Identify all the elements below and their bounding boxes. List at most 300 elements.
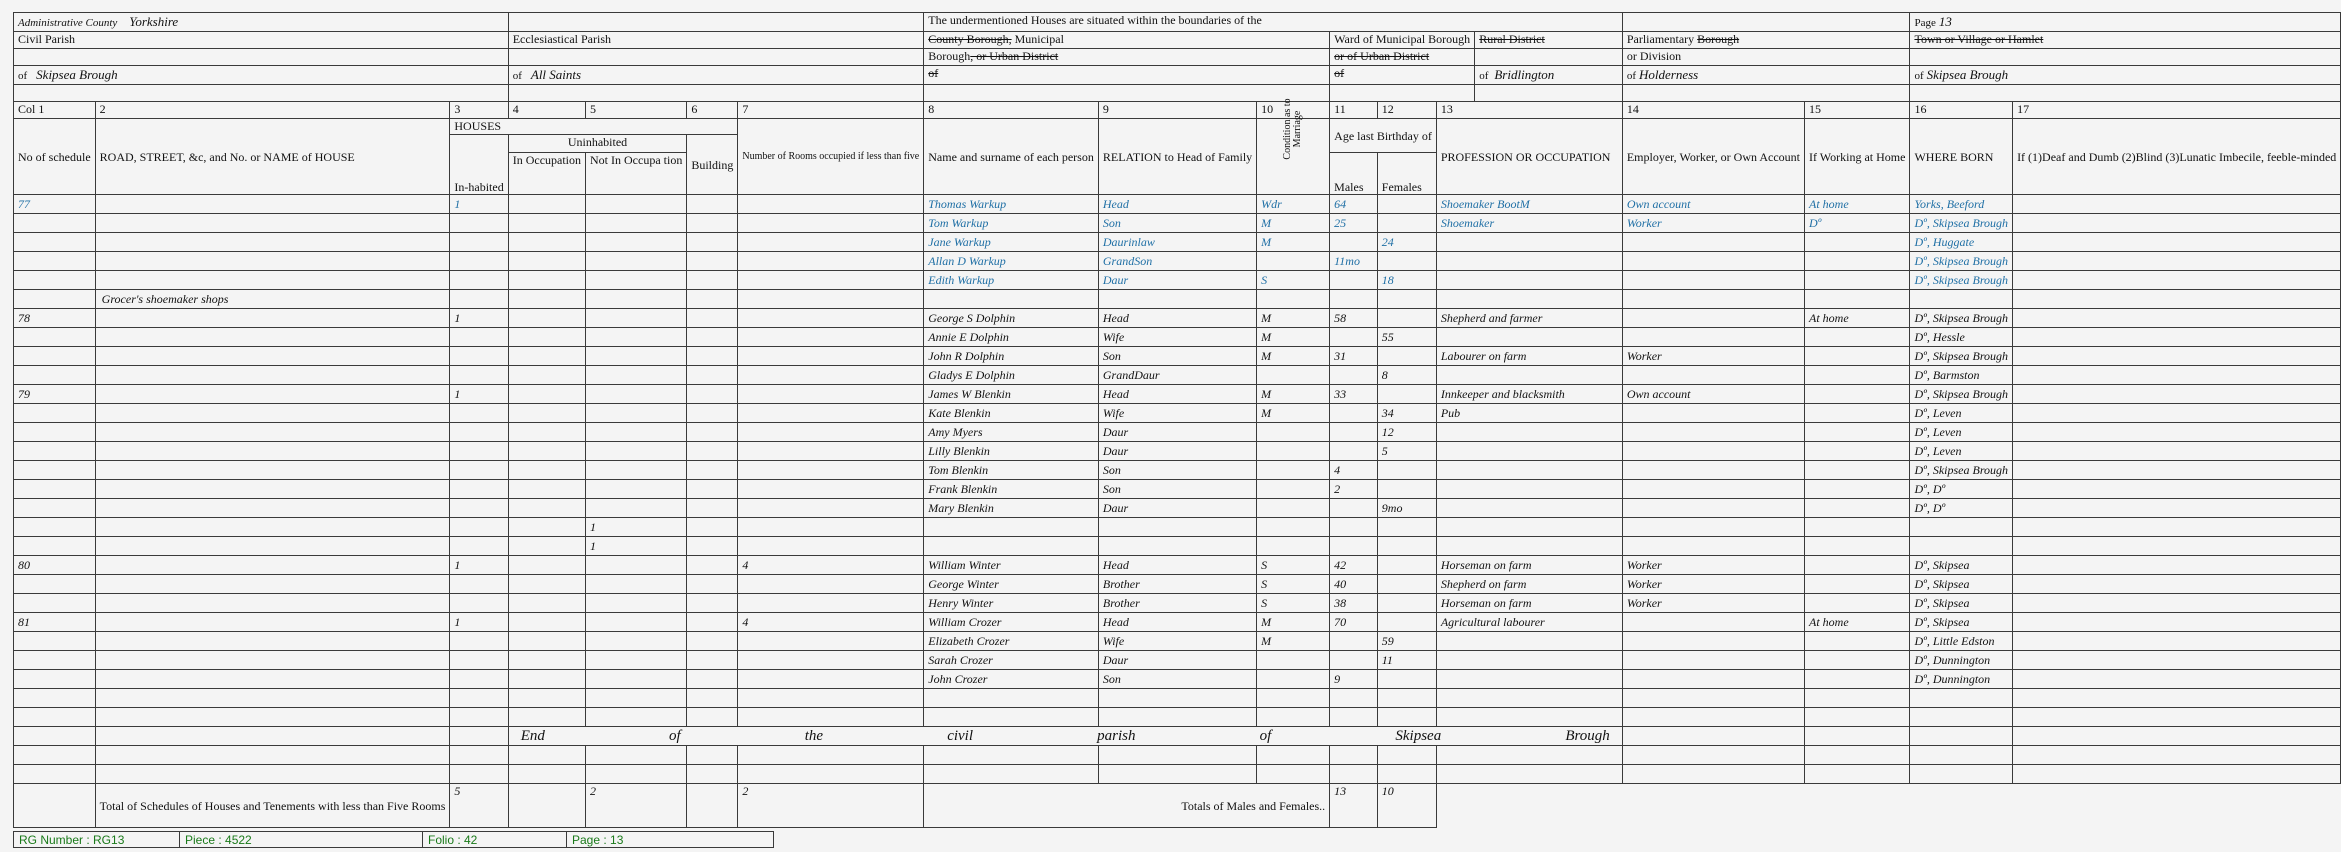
condition: S xyxy=(1257,594,1330,613)
civil-parish-label: Civil Parish xyxy=(14,32,509,49)
relation xyxy=(1098,290,1256,309)
infirmity xyxy=(2013,252,2341,271)
rural-value: Bridlington xyxy=(1494,67,1555,82)
schedule-number xyxy=(14,271,96,290)
schedule-number: 77 xyxy=(14,195,96,214)
inhabited: 1 xyxy=(450,613,508,632)
table-row xyxy=(14,214,2341,233)
occupation: Shoemaker BootM xyxy=(1436,195,1622,214)
employer-status xyxy=(1622,499,1804,518)
condition xyxy=(1257,518,1330,537)
age-female: 18 xyxy=(1377,271,1436,290)
inhabited xyxy=(450,708,508,727)
table-row xyxy=(14,328,2341,347)
employer-status xyxy=(1622,461,1804,480)
end-note-word: of xyxy=(1259,728,1272,744)
age-female: 24 xyxy=(1377,233,1436,252)
occupation xyxy=(1436,518,1622,537)
table-row xyxy=(14,670,2341,689)
condition xyxy=(1257,290,1330,309)
building xyxy=(687,556,738,575)
end-of-parish-row xyxy=(14,727,2341,746)
schedule-number xyxy=(14,689,96,708)
rooms xyxy=(738,518,924,537)
working-at-home xyxy=(1804,651,1909,670)
age-female: 34 xyxy=(1377,404,1436,423)
inhabited xyxy=(450,442,508,461)
header-spacer-row xyxy=(14,85,2341,102)
address xyxy=(95,651,450,670)
age-male xyxy=(1330,233,1378,252)
infirmity xyxy=(2013,461,2341,480)
occupation xyxy=(1436,366,1622,385)
relation: GrandDaur xyxy=(1098,366,1256,385)
employer-status: Worker xyxy=(1622,214,1804,233)
condition: M xyxy=(1257,309,1330,328)
in-occupation xyxy=(508,556,585,575)
parl-line2: or Division xyxy=(1622,49,1910,66)
census-sheet xyxy=(13,12,2341,828)
eccl-parish-label: Ecclesiastical Parish xyxy=(508,32,924,49)
table-row xyxy=(14,632,2341,651)
address xyxy=(95,575,450,594)
address: Grocer's shoemaker shops xyxy=(95,290,450,309)
eccl-parish-value: All Saints xyxy=(530,67,582,82)
infirmity xyxy=(2013,480,2341,499)
where-born: Dº, Skipsea Brough xyxy=(1910,271,2013,290)
where-born: Dº, Skipsea Brough xyxy=(1910,214,2013,233)
admin-county-value: Yorkshire xyxy=(129,14,179,29)
where-born: Dº, Leven xyxy=(1910,442,2013,461)
person-name: Gladys E Dolphin xyxy=(924,366,1099,385)
in-occupation xyxy=(508,309,585,328)
inhabited xyxy=(450,480,508,499)
relation: Wife xyxy=(1098,632,1256,651)
age-male xyxy=(1330,290,1378,309)
employer-status xyxy=(1622,670,1804,689)
in-occupation xyxy=(508,195,585,214)
schedule-number xyxy=(14,366,96,385)
end-note-word: of xyxy=(668,728,681,744)
rooms xyxy=(738,689,924,708)
age-male: 9 xyxy=(1330,670,1378,689)
occupation xyxy=(1436,328,1622,347)
age-male: 38 xyxy=(1330,594,1378,613)
inhabited: 1 xyxy=(450,309,508,328)
header-row-3 xyxy=(14,49,2341,66)
working-at-home: Dº xyxy=(1804,214,1909,233)
building xyxy=(687,404,738,423)
working-at-home xyxy=(1804,480,1909,499)
working-at-home xyxy=(1804,537,1909,556)
infirmity xyxy=(2013,518,2341,537)
condition: M xyxy=(1257,328,1330,347)
employer-status xyxy=(1622,651,1804,670)
working-at-home xyxy=(1804,252,1909,271)
working-at-home xyxy=(1804,290,1909,309)
infirmity xyxy=(2013,195,2341,214)
totals-females: 10 xyxy=(1377,784,1436,828)
address xyxy=(95,537,450,556)
age-female xyxy=(1377,252,1436,271)
infirmity xyxy=(2013,347,2341,366)
inhabited xyxy=(450,575,508,594)
building xyxy=(687,518,738,537)
page-reference: Page : 13 xyxy=(567,832,774,848)
relation: Brother xyxy=(1098,594,1256,613)
employer-status xyxy=(1622,271,1804,290)
building xyxy=(687,347,738,366)
rooms xyxy=(738,670,924,689)
building xyxy=(687,708,738,727)
schedule-number xyxy=(14,461,96,480)
schedule-number xyxy=(14,347,96,366)
inhabited xyxy=(450,290,508,309)
age-male: 11mo xyxy=(1330,252,1378,271)
rooms xyxy=(738,366,924,385)
address xyxy=(95,404,450,423)
head-age: Age last Birthday of xyxy=(1330,119,1437,153)
relation: Head xyxy=(1098,385,1256,404)
where-born: Dº, Barmston xyxy=(1910,366,2013,385)
working-at-home xyxy=(1804,461,1909,480)
infirmity xyxy=(2013,290,2341,309)
age-female xyxy=(1377,290,1436,309)
not-in-occupation xyxy=(586,385,687,404)
occupation xyxy=(1436,442,1622,461)
infirmity xyxy=(2013,537,2341,556)
address xyxy=(95,252,450,271)
building xyxy=(687,461,738,480)
not-in-occupation xyxy=(586,708,687,727)
table-row xyxy=(14,689,2341,708)
building xyxy=(687,594,738,613)
age-female: 59 xyxy=(1377,632,1436,651)
head-building: Building xyxy=(687,135,738,195)
age-male xyxy=(1330,271,1378,290)
condition xyxy=(1257,689,1330,708)
infirmity xyxy=(2013,613,2341,632)
person-name: George S Dolphin xyxy=(924,309,1099,328)
not-in-occupation xyxy=(586,632,687,651)
table-row xyxy=(14,366,2341,385)
in-occupation xyxy=(508,404,585,423)
not-in-occupation xyxy=(586,556,687,575)
colnum-6: 6 xyxy=(687,102,738,119)
parliamentary-label: Parliamentary Borough xyxy=(1622,32,1910,49)
not-in-occupation xyxy=(586,499,687,518)
in-occupation xyxy=(508,214,585,233)
address xyxy=(95,366,450,385)
address xyxy=(95,689,450,708)
table-row xyxy=(14,271,2341,290)
rooms xyxy=(738,214,924,233)
colnum-16: 16 xyxy=(1910,102,2013,119)
table-row xyxy=(14,461,2341,480)
head-not-in-occupation: Not In Occupa tion xyxy=(586,153,687,195)
schedule-number xyxy=(14,214,96,233)
not-in-occupation xyxy=(586,252,687,271)
occupation: Labourer on farm xyxy=(1436,347,1622,366)
where-born: Dº, Hessle xyxy=(1910,328,2013,347)
address xyxy=(95,480,450,499)
working-at-home xyxy=(1804,575,1909,594)
ward-of: of xyxy=(1330,66,1475,85)
where-born: Dº, Huggate xyxy=(1910,233,2013,252)
age-male: 70 xyxy=(1330,613,1378,632)
age-female xyxy=(1377,708,1436,727)
infirmity xyxy=(2013,651,2341,670)
not-in-occupation xyxy=(586,290,687,309)
town-value-cell: of Skipsea Brough xyxy=(1910,66,2341,85)
not-in-occupation xyxy=(586,670,687,689)
address xyxy=(95,423,450,442)
head-infirmity: If (1)Deaf and Dumb (2)Blind (3)Lunatic Imbecile, feeble-minded xyxy=(2013,119,2341,195)
in-occupation xyxy=(508,575,585,594)
person-name: George Winter xyxy=(924,575,1099,594)
schedule-number: 79 xyxy=(14,385,96,404)
page-label: Page xyxy=(1914,17,1936,29)
employer-status: Own account xyxy=(1622,195,1804,214)
person-name: John R Dolphin xyxy=(924,347,1099,366)
colnum-11: 11 xyxy=(1330,102,1378,119)
not-in-occupation xyxy=(586,442,687,461)
infirmity xyxy=(2013,499,2341,518)
colnum-8: 8 xyxy=(924,102,1099,119)
employer-status xyxy=(1622,309,1804,328)
person-name: Frank Blenkin xyxy=(924,480,1099,499)
address xyxy=(95,670,450,689)
in-occupation xyxy=(508,537,585,556)
age-male xyxy=(1330,632,1378,651)
building xyxy=(687,290,738,309)
rooms xyxy=(738,632,924,651)
occupation xyxy=(1436,632,1622,651)
not-in-occupation xyxy=(586,594,687,613)
where-born: Dº, Dunnington xyxy=(1910,651,2013,670)
working-at-home xyxy=(1804,708,1909,727)
relation: Wife xyxy=(1098,328,1256,347)
schedule-number xyxy=(14,480,96,499)
totals-males: 13 xyxy=(1330,784,1378,828)
totals-males-females-label: Totals of Males and Females.. xyxy=(924,784,1330,828)
rooms xyxy=(738,423,924,442)
in-occupation xyxy=(508,271,585,290)
condition: M xyxy=(1257,214,1330,233)
eccl-parish-value-cell: of All Saints xyxy=(508,66,924,85)
in-occupation xyxy=(508,632,585,651)
person-name xyxy=(924,537,1099,556)
working-at-home: At home xyxy=(1804,613,1909,632)
not-in-occupation xyxy=(586,347,687,366)
head-inhabited: In-habited xyxy=(450,135,508,195)
occupation: Innkeeper and blacksmith xyxy=(1436,385,1622,404)
age-male: 25 xyxy=(1330,214,1378,233)
infirmity xyxy=(2013,328,2341,347)
schedule-number: 78 xyxy=(14,309,96,328)
inhabited xyxy=(450,670,508,689)
rooms xyxy=(738,499,924,518)
age-female xyxy=(1377,195,1436,214)
not-in-occupation xyxy=(586,404,687,423)
rooms xyxy=(738,575,924,594)
table-row xyxy=(14,651,2341,670)
infirmity xyxy=(2013,575,2341,594)
where-born: Dº, Skipsea Brough xyxy=(1910,385,2013,404)
rooms: 4 xyxy=(738,613,924,632)
schedule-number xyxy=(14,632,96,651)
person-name xyxy=(924,689,1099,708)
borough-line2: Borough, or Urban District xyxy=(924,49,1330,66)
where-born: Dº, Skipsea xyxy=(1910,556,2013,575)
totals-not-in-occupation: 2 xyxy=(586,784,687,828)
head-in-occupation: In Occupation xyxy=(508,153,585,195)
column-head-row-a xyxy=(14,119,2341,135)
where-born: Dº, Leven xyxy=(1910,423,2013,442)
colnum-10: 10 xyxy=(1257,102,1330,119)
head-uninhabited: Uninhabited xyxy=(508,135,687,153)
relation: Daurinlaw xyxy=(1098,233,1256,252)
rooms xyxy=(738,328,924,347)
employer-status xyxy=(1622,442,1804,461)
where-born: Dº, Leven xyxy=(1910,404,2013,423)
working-at-home xyxy=(1804,404,1909,423)
table-row xyxy=(14,195,2341,214)
infirmity xyxy=(2013,271,2341,290)
in-occupation xyxy=(508,366,585,385)
head-females: Females xyxy=(1377,153,1436,195)
age-male xyxy=(1330,708,1378,727)
schedule-number xyxy=(14,252,96,271)
condition: M xyxy=(1257,233,1330,252)
employer-status xyxy=(1622,632,1804,651)
age-female xyxy=(1377,689,1436,708)
schedule-number xyxy=(14,423,96,442)
table-row xyxy=(14,404,2341,423)
employer-status xyxy=(1622,404,1804,423)
age-female xyxy=(1377,575,1436,594)
inhabited xyxy=(450,423,508,442)
employer-status xyxy=(1622,537,1804,556)
relation: Head xyxy=(1098,195,1256,214)
end-note-word: End xyxy=(520,728,545,744)
in-occupation xyxy=(508,442,585,461)
relation: Daur xyxy=(1098,442,1256,461)
boundaries-text: The undermentioned Houses are situated within the boundaries of the xyxy=(924,13,1623,32)
head-profession: PROFESSION OR OCCUPATION xyxy=(1436,119,1622,195)
in-occupation xyxy=(508,613,585,632)
age-male: 33 xyxy=(1330,385,1378,404)
civil-parish-value: Skipsea Brough xyxy=(36,67,118,82)
admin-county-label: Administrative County xyxy=(18,17,118,29)
in-occupation xyxy=(508,594,585,613)
head-houses: HOUSES xyxy=(450,119,738,135)
employer-status: Worker xyxy=(1622,575,1804,594)
header-row-4 xyxy=(14,66,2341,85)
relation: Brother xyxy=(1098,575,1256,594)
inhabited xyxy=(450,233,508,252)
working-at-home xyxy=(1804,442,1909,461)
employer-status xyxy=(1622,689,1804,708)
age-female: 8 xyxy=(1377,366,1436,385)
colnum-2: 2 xyxy=(95,102,450,119)
age-male xyxy=(1330,499,1378,518)
town-label: Town or Village or Hamlet xyxy=(1910,32,2341,49)
working-at-home xyxy=(1804,670,1909,689)
table-row xyxy=(14,480,2341,499)
working-at-home xyxy=(1804,233,1909,252)
person-name: William Crozer xyxy=(924,613,1099,632)
head-relation: RELATION to Head of Family xyxy=(1098,119,1256,195)
not-in-occupation xyxy=(586,480,687,499)
person-name: Allan D Warkup xyxy=(924,252,1099,271)
head-where-born: WHERE BORN xyxy=(1910,119,2013,195)
colnum-5: 5 xyxy=(586,102,687,119)
schedule-number xyxy=(14,537,96,556)
entries xyxy=(14,195,2341,727)
person-name: Lilly Blenkin xyxy=(924,442,1099,461)
rooms xyxy=(738,385,924,404)
schedule-number xyxy=(14,594,96,613)
not-in-occupation xyxy=(586,309,687,328)
inhabited: 1 xyxy=(450,556,508,575)
condition: Wdr xyxy=(1257,195,1330,214)
building xyxy=(687,252,738,271)
table-row xyxy=(14,575,2341,594)
in-occupation xyxy=(508,708,585,727)
condition: M xyxy=(1257,347,1330,366)
rooms xyxy=(738,537,924,556)
piece-number: Piece : 4522 xyxy=(180,832,423,848)
relation: Son xyxy=(1098,347,1256,366)
schedule-number xyxy=(14,575,96,594)
not-in-occupation xyxy=(586,233,687,252)
in-occupation xyxy=(508,328,585,347)
infirmity xyxy=(2013,309,2341,328)
employer-status xyxy=(1622,366,1804,385)
inhabited xyxy=(450,366,508,385)
age-male: 4 xyxy=(1330,461,1378,480)
person-name: Sarah Crozer xyxy=(924,651,1099,670)
age-male: 58 xyxy=(1330,309,1378,328)
rural-value-cell: of Bridlington xyxy=(1475,66,1623,85)
table-row xyxy=(14,233,2341,252)
age-male xyxy=(1330,651,1378,670)
schedule-number xyxy=(14,404,96,423)
age-female xyxy=(1377,480,1436,499)
table-row xyxy=(14,499,2341,518)
condition xyxy=(1257,651,1330,670)
condition xyxy=(1257,708,1330,727)
person-name xyxy=(924,290,1099,309)
relation: Daur xyxy=(1098,271,1256,290)
age-female: 55 xyxy=(1377,328,1436,347)
age-male xyxy=(1330,366,1378,385)
address xyxy=(95,442,450,461)
end-of-parish-note xyxy=(508,727,1622,746)
building xyxy=(687,233,738,252)
person-name: John Crozer xyxy=(924,670,1099,689)
age-male xyxy=(1330,404,1378,423)
inhabited xyxy=(450,499,508,518)
age-male xyxy=(1330,423,1378,442)
in-occupation xyxy=(508,290,585,309)
in-occupation xyxy=(508,480,585,499)
end-note-word: parish xyxy=(1097,728,1136,744)
rooms xyxy=(738,347,924,366)
employer-status: Own account xyxy=(1622,385,1804,404)
in-occupation xyxy=(508,499,585,518)
